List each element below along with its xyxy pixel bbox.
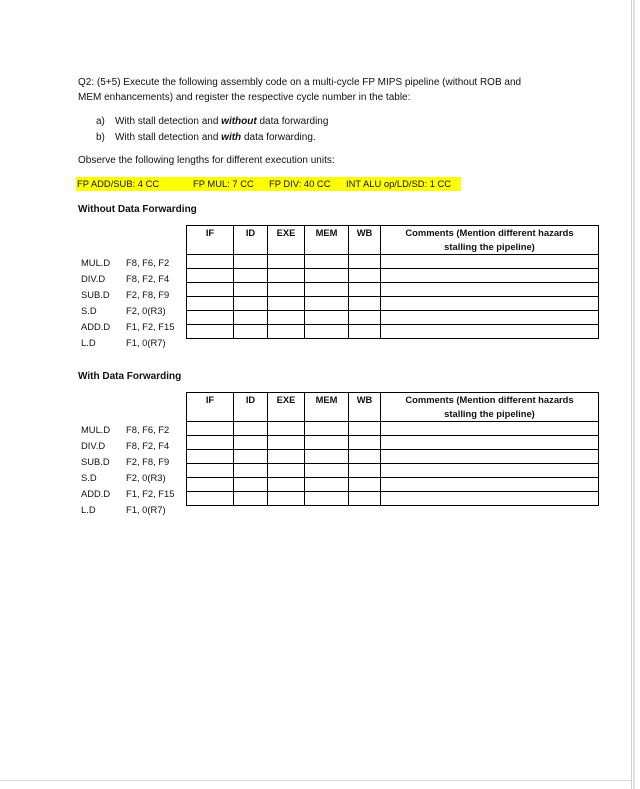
cell-wb[interactable]: [349, 478, 381, 492]
pipeline-table-without: [186, 225, 599, 339]
cell-if[interactable]: [187, 422, 234, 436]
cell-id[interactable]: [234, 255, 268, 269]
cell-wb[interactable]: [349, 492, 381, 506]
instruction-op: S.D: [81, 305, 97, 316]
cell-exe[interactable]: [268, 283, 305, 297]
instruction-args: F1, 0(R7): [126, 504, 166, 515]
cell-exe[interactable]: [268, 297, 305, 311]
header-comments-line2: stalling the pipeline): [444, 241, 535, 252]
cell-comments[interactable]: [381, 311, 599, 325]
item-b-label: b): [96, 132, 105, 143]
cell-id[interactable]: [234, 492, 268, 506]
cell-mem[interactable]: [305, 297, 349, 311]
header-if: IF: [187, 226, 234, 255]
header-comments-line1: Comments (Mention different hazards: [405, 227, 574, 238]
cell-comments[interactable]: [381, 450, 599, 464]
header-mem: MEM: [305, 226, 349, 255]
cell-mem[interactable]: [305, 492, 349, 506]
table-row: [187, 436, 599, 450]
instruction-list-without: [81, 255, 186, 351]
cell-if[interactable]: [187, 492, 234, 506]
observe-text: Observe the following lengths for different execution units:: [78, 155, 335, 166]
cell-wb[interactable]: [349, 450, 381, 464]
instruction-row: [81, 319, 186, 335]
table-row: [187, 283, 599, 297]
header-id: ID: [234, 226, 268, 255]
table-row: [187, 464, 599, 478]
cell-id[interactable]: [234, 450, 268, 464]
instruction-args: F1, 0(R7): [126, 337, 166, 348]
cell-mem[interactable]: [305, 464, 349, 478]
page-edge-shadow: [633, 0, 635, 789]
item-a-pre: With stall detection and: [115, 116, 222, 127]
cell-exe[interactable]: [268, 325, 305, 339]
instruction-args: F2, 0(R3): [126, 472, 166, 483]
instruction-row: [81, 486, 186, 502]
cell-if[interactable]: [187, 436, 234, 450]
instruction-row: [81, 502, 186, 518]
item-a-post: data forwarding: [256, 116, 329, 127]
cell-if[interactable]: [187, 325, 234, 339]
page-edge-right: [631, 0, 632, 789]
instruction-row: [81, 255, 186, 271]
page-edge-bottom: [0, 780, 631, 781]
instruction-op: ADD.D: [81, 488, 111, 499]
instruction-row: [81, 303, 186, 319]
cell-comments[interactable]: [381, 492, 599, 506]
header-id: ID: [234, 393, 268, 422]
cell-comments[interactable]: [381, 464, 599, 478]
cell-comments[interactable]: [381, 297, 599, 311]
cell-wb[interactable]: [349, 311, 381, 325]
instruction-row: [81, 470, 186, 486]
cell-id[interactable]: [234, 311, 268, 325]
instruction-op: L.D: [81, 337, 96, 348]
latency-int-alu: INT ALU op/LD/SD: 1 CC: [346, 178, 452, 189]
cell-mem[interactable]: [305, 311, 349, 325]
instruction-row: [81, 335, 186, 351]
table-row: [187, 297, 599, 311]
cell-comments[interactable]: [381, 436, 599, 450]
cell-mem[interactable]: [305, 478, 349, 492]
instruction-args: F1, F2, F15: [126, 321, 175, 332]
cell-if[interactable]: [187, 283, 234, 297]
table-row: [187, 450, 599, 464]
cell-if[interactable]: [187, 464, 234, 478]
cell-id[interactable]: [234, 283, 268, 297]
cell-wb[interactable]: [349, 283, 381, 297]
header-exe: EXE: [268, 393, 305, 422]
instruction-op: SUB.D: [81, 289, 110, 300]
cell-mem[interactable]: [305, 255, 349, 269]
instruction-row: [81, 422, 186, 438]
instruction-op: MUL.D: [81, 424, 111, 435]
cell-comments[interactable]: [381, 325, 599, 339]
item-a-text: [115, 114, 328, 129]
table-row: [187, 325, 599, 339]
header-comments-line2: stalling the pipeline): [444, 408, 535, 419]
instruction-args: F2, F8, F9: [126, 289, 170, 300]
table-row: [187, 422, 599, 436]
table-row: [187, 269, 599, 283]
cell-wb[interactable]: [349, 422, 381, 436]
instruction-op: DIV.D: [81, 440, 106, 451]
question-line-1: Q2: (5+5) Execute the following assembly code on a multi-cycle FP MIPS pipeline (without ROB and: [78, 77, 522, 88]
cell-comments[interactable]: [381, 478, 599, 492]
item-a-emphasis: without: [221, 116, 257, 127]
cell-id[interactable]: [234, 464, 268, 478]
table-header-row: [187, 226, 599, 255]
cell-id[interactable]: [234, 436, 268, 450]
latency-fp-div: FP DIV: 40 CC: [269, 178, 331, 189]
header-comments: [381, 226, 599, 255]
cell-mem[interactable]: [305, 422, 349, 436]
table-row: [187, 311, 599, 325]
cell-id[interactable]: [234, 325, 268, 339]
cell-wb[interactable]: [349, 297, 381, 311]
cell-mem[interactable]: [305, 269, 349, 283]
item-b-post: data forwarding.: [241, 132, 316, 143]
cell-mem[interactable]: [305, 436, 349, 450]
cell-exe[interactable]: [268, 464, 305, 478]
cell-comments[interactable]: [381, 283, 599, 297]
cell-wb[interactable]: [349, 269, 381, 283]
instruction-list-with: [81, 422, 186, 518]
item-a-label: a): [96, 116, 105, 127]
cell-wb[interactable]: [349, 464, 381, 478]
item-b-text: [115, 130, 316, 145]
instruction-op: SUB.D: [81, 456, 110, 467]
cell-comments[interactable]: [381, 422, 599, 436]
section-title-without: Without Data Forwarding: [78, 204, 197, 215]
table-row: [187, 255, 599, 269]
cell-exe[interactable]: [268, 450, 305, 464]
cell-comments[interactable]: [381, 269, 599, 283]
header-if: IF: [187, 393, 234, 422]
cell-id[interactable]: [234, 297, 268, 311]
instruction-row: [81, 454, 186, 470]
cell-exe[interactable]: [268, 436, 305, 450]
table-header-row: [187, 393, 599, 422]
instruction-row: [81, 287, 186, 303]
instruction-args: F2, 0(R3): [126, 305, 166, 316]
cell-comments[interactable]: [381, 255, 599, 269]
cell-id[interactable]: [234, 269, 268, 283]
instruction-args: F8, F6, F2: [126, 257, 170, 268]
instruction-args: F2, F8, F9: [126, 456, 170, 467]
cell-exe[interactable]: [268, 269, 305, 283]
latency-fp-mul: FP MUL: 7 CC: [193, 178, 254, 189]
table-row: [187, 478, 599, 492]
cell-wb[interactable]: [349, 255, 381, 269]
table-row: [187, 492, 599, 506]
header-exe: EXE: [268, 226, 305, 255]
header-comments: [381, 393, 599, 422]
header-wb: WB: [349, 226, 381, 255]
cell-mem[interactable]: [305, 450, 349, 464]
cell-exe[interactable]: [268, 478, 305, 492]
item-b-emphasis: with: [221, 132, 242, 143]
instruction-args: F8, F2, F4: [126, 440, 170, 451]
header-comments-line1: Comments (Mention different hazards: [405, 394, 574, 405]
cell-if[interactable]: [187, 311, 234, 325]
cell-if[interactable]: [187, 269, 234, 283]
cell-wb[interactable]: [349, 325, 381, 339]
cell-mem[interactable]: [305, 283, 349, 297]
cell-id[interactable]: [234, 422, 268, 436]
pipeline-table-with: [186, 392, 599, 506]
cell-exe[interactable]: [268, 422, 305, 436]
cell-id[interactable]: [234, 478, 268, 492]
latency-fp-addsub: FP ADD/SUB: 4 CC: [77, 178, 160, 189]
instruction-op: S.D: [81, 472, 97, 483]
instruction-args: F8, F2, F4: [126, 273, 170, 284]
cell-mem[interactable]: [305, 325, 349, 339]
latency-highlight: [76, 177, 461, 191]
instruction-args: F8, F6, F2: [126, 424, 170, 435]
instruction-op: DIV.D: [81, 273, 106, 284]
instruction-op: ADD.D: [81, 321, 111, 332]
cell-exe[interactable]: [268, 255, 305, 269]
question-line-2: MEM enhancements) and register the respective cycle number in the table:: [78, 92, 411, 103]
instruction-op: MUL.D: [81, 257, 111, 268]
cell-if[interactable]: [187, 478, 234, 492]
cell-if[interactable]: [187, 450, 234, 464]
instruction-row: [81, 271, 186, 287]
cell-if[interactable]: [187, 297, 234, 311]
item-b-pre: With stall detection and: [115, 132, 222, 143]
instruction-args: F1, F2, F15: [126, 488, 175, 499]
cell-exe[interactable]: [268, 311, 305, 325]
cell-exe[interactable]: [268, 492, 305, 506]
cell-wb[interactable]: [349, 436, 381, 450]
instruction-op: L.D: [81, 504, 96, 515]
instruction-row: [81, 438, 186, 454]
section-title-with: With Data Forwarding: [78, 371, 182, 382]
header-wb: WB: [349, 393, 381, 422]
cell-if[interactable]: [187, 255, 234, 269]
header-mem: MEM: [305, 393, 349, 422]
